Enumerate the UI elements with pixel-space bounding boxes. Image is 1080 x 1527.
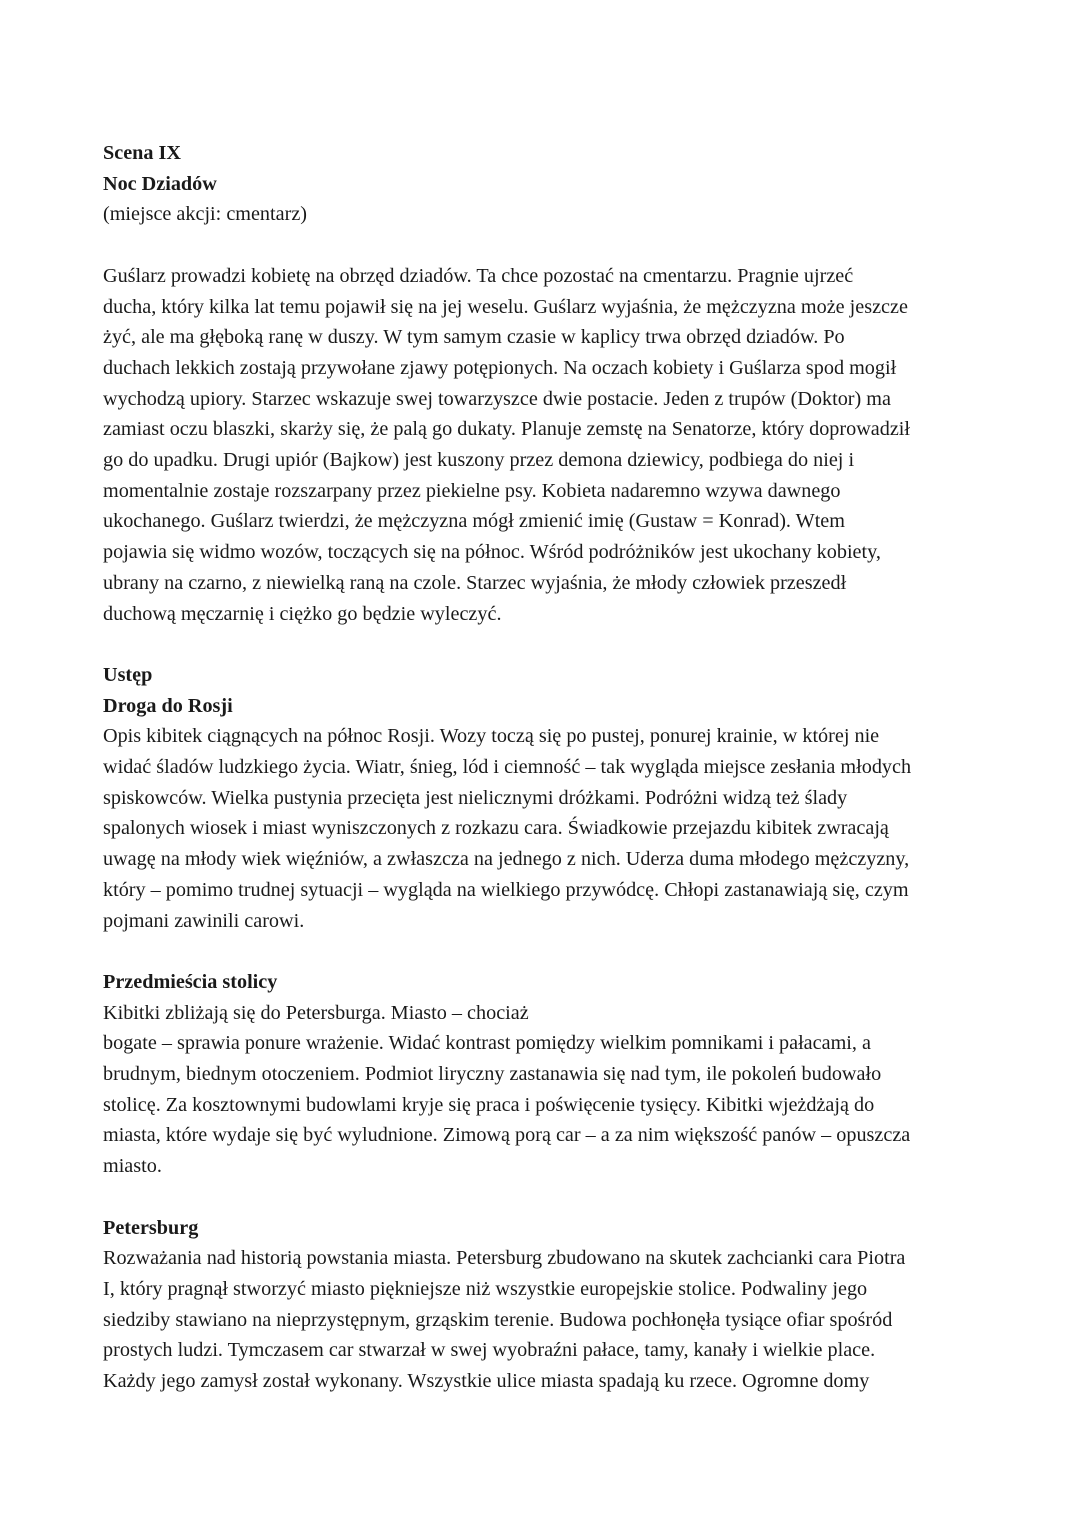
text-line: momentalnie zostaje rozszarpany przez piekielne psy. Kobieta nadaremno wzywa dawnego — [103, 479, 841, 502]
section-ustep — [103, 660, 983, 936]
text-line: widać śladów ludzkiego życia. Wiatr, śnieg, lód i ciemność – tak wygląda miejsce zesłania młodych — [103, 756, 912, 779]
text-line: wychodzą upiory. Starzec wskazuje swej towarzyszce dwie postacie. Jeden z trupów (Doktor) ma — [103, 387, 891, 410]
text-line: miasta, które wydaje się być wyludnione. Zimową porą car – a za nim większość panów – opuszcza — [103, 1124, 911, 1147]
text-line: ducha, który kilka lat temu pojawił się na jej weselu. Guślarz wyjaśnia, że mężczyzna może jeszcze — [103, 295, 908, 318]
section-gap — [103, 1182, 983, 1213]
text-line: stolicę. Za kosztownymi budowlami kryje się praca i poświęcenie tysięcy. Kibitki wjeżdżają do — [103, 1093, 875, 1116]
text-line: spalonych wiosek i miast wyniszczonych z rozkazu cara. Świadkowie przejazdu kibitek zwracają — [103, 817, 889, 840]
text-line: spiskowców. Wielka pustynia przecięta jest nielicznymi dróżkami. Podróżni widzą też ślady — [103, 786, 848, 809]
text-line: Rozważania nad historią powstania miasta. Petersburg zbudowano na skutek zachcianki cara Piotra — [103, 1247, 906, 1270]
paragraph-gap — [103, 230, 983, 261]
przedmiescia-paragraph — [103, 998, 983, 1182]
section-gap — [103, 936, 983, 967]
text-line: brudnym, biednym otoczeniem. Podmiot liryczny zastanawia się nad tym, ile pokoleń budowało — [103, 1063, 882, 1086]
section-title: Przedmieścia stolicy — [103, 970, 278, 993]
section-title: Ustęp — [103, 663, 153, 686]
text-line: uwagę na młody wiek więźniów, a zwłaszcza na jednego z nich. Uderza duma młodego mężczyzny, — [103, 848, 910, 871]
text-line: Kibitki zbliżają się do Petersburga. Miasto – chociaż — [103, 1001, 529, 1024]
text-line: żyć, ale ma głęboką ranę w duszy. W tym samym czasie w kaplicy trwa obrzęd dziadów. Po — [103, 326, 845, 349]
text-line: Guślarz prowadzi kobietę na obrzęd dziadów. Ta chce pozostać na cmentarzu. Pragnie ujrzeć — [103, 264, 854, 287]
ustep-paragraph — [103, 721, 983, 936]
text-line: pojmani zawinili carowi. — [103, 909, 305, 932]
section-scene-ix — [103, 138, 983, 629]
text-line: który – pomimo trudnej sytuacji – wygląda na wielkiego przywódcę. Chłopi zastanawiają się, czym — [103, 878, 909, 901]
text-line: I, który pragnął stworzyć miasto piękniejsze niż wszystkie europejskie stolice. Podwaliny jego — [103, 1277, 868, 1300]
text-line: duchach lekkich zostają przywołane zjawy potępionych. Na oczach kobiety i Guślarza spod mogił — [103, 356, 897, 379]
scene-place-note: (miejsce akcji: cmentarz) — [103, 203, 308, 226]
section-gap — [103, 629, 983, 660]
petersburg-paragraph — [103, 1243, 983, 1397]
text-line: Każdy jego zamysł został wykonany. Wszystkie ulice miasta spadają ku rzece. Ogromne domy — [103, 1370, 870, 1393]
text-line: pojawia się widmo wozów, toczących się na północ. Wśród podróżników jest ukochany kobiety, — [103, 541, 881, 564]
text-line: siedziby stawiano na nieprzystępnym, grząskim terenie. Budowa pochłonęła tysiące ofiar spośród — [103, 1308, 893, 1331]
scene-paragraph — [103, 261, 983, 629]
section-title: Scena IX — [103, 142, 181, 164]
text-line: prostych ludzi. Tymczasem car stwarzał w swej wyobraźni pałace, tamy, kanały i wielkie place. — [103, 1339, 876, 1362]
section-przedmiescia — [103, 967, 983, 1182]
document-page — [103, 138, 983, 1397]
text-line: bogate – sprawia ponure wrażenie. Widać kontrast pomiędzy wielkim pomnikami i pałacami, a — [103, 1032, 871, 1055]
text-line: ukochanego. Guślarz twierdzi, że mężczyzna mógł zmienić imię (Gustaw = Konrad). Wtem — [103, 510, 845, 533]
text-line: zamiast oczu blaszki, skarży się, że palą go dukaty. Planuje zemstę na Senatorze, który doprowadził — [103, 418, 911, 441]
text-line: duchową męczarnię i ciężko go będzie wyleczyć. — [103, 602, 502, 625]
section-subtitle: Droga do Rosji — [103, 694, 233, 717]
section-subtitle: Noc Dziadów — [103, 172, 217, 195]
section-petersburg — [103, 1213, 983, 1397]
text-line: go do upadku. Drugi upiór (Bajkow) jest kuszony przez demona dziewicy, podbiega do niej i — [103, 449, 855, 472]
text-line: ubrany na czarno, z niewielką raną na czole. Starzec wyjaśnia, że młody człowiek przeszedł — [103, 571, 847, 594]
section-title: Petersburg — [103, 1216, 199, 1239]
text-line: Opis kibitek ciągnących na północ Rosji. Wozy toczą się po pustej, ponurej krainie, w której nie — [103, 725, 880, 748]
text-line: miasto. — [103, 1155, 162, 1178]
